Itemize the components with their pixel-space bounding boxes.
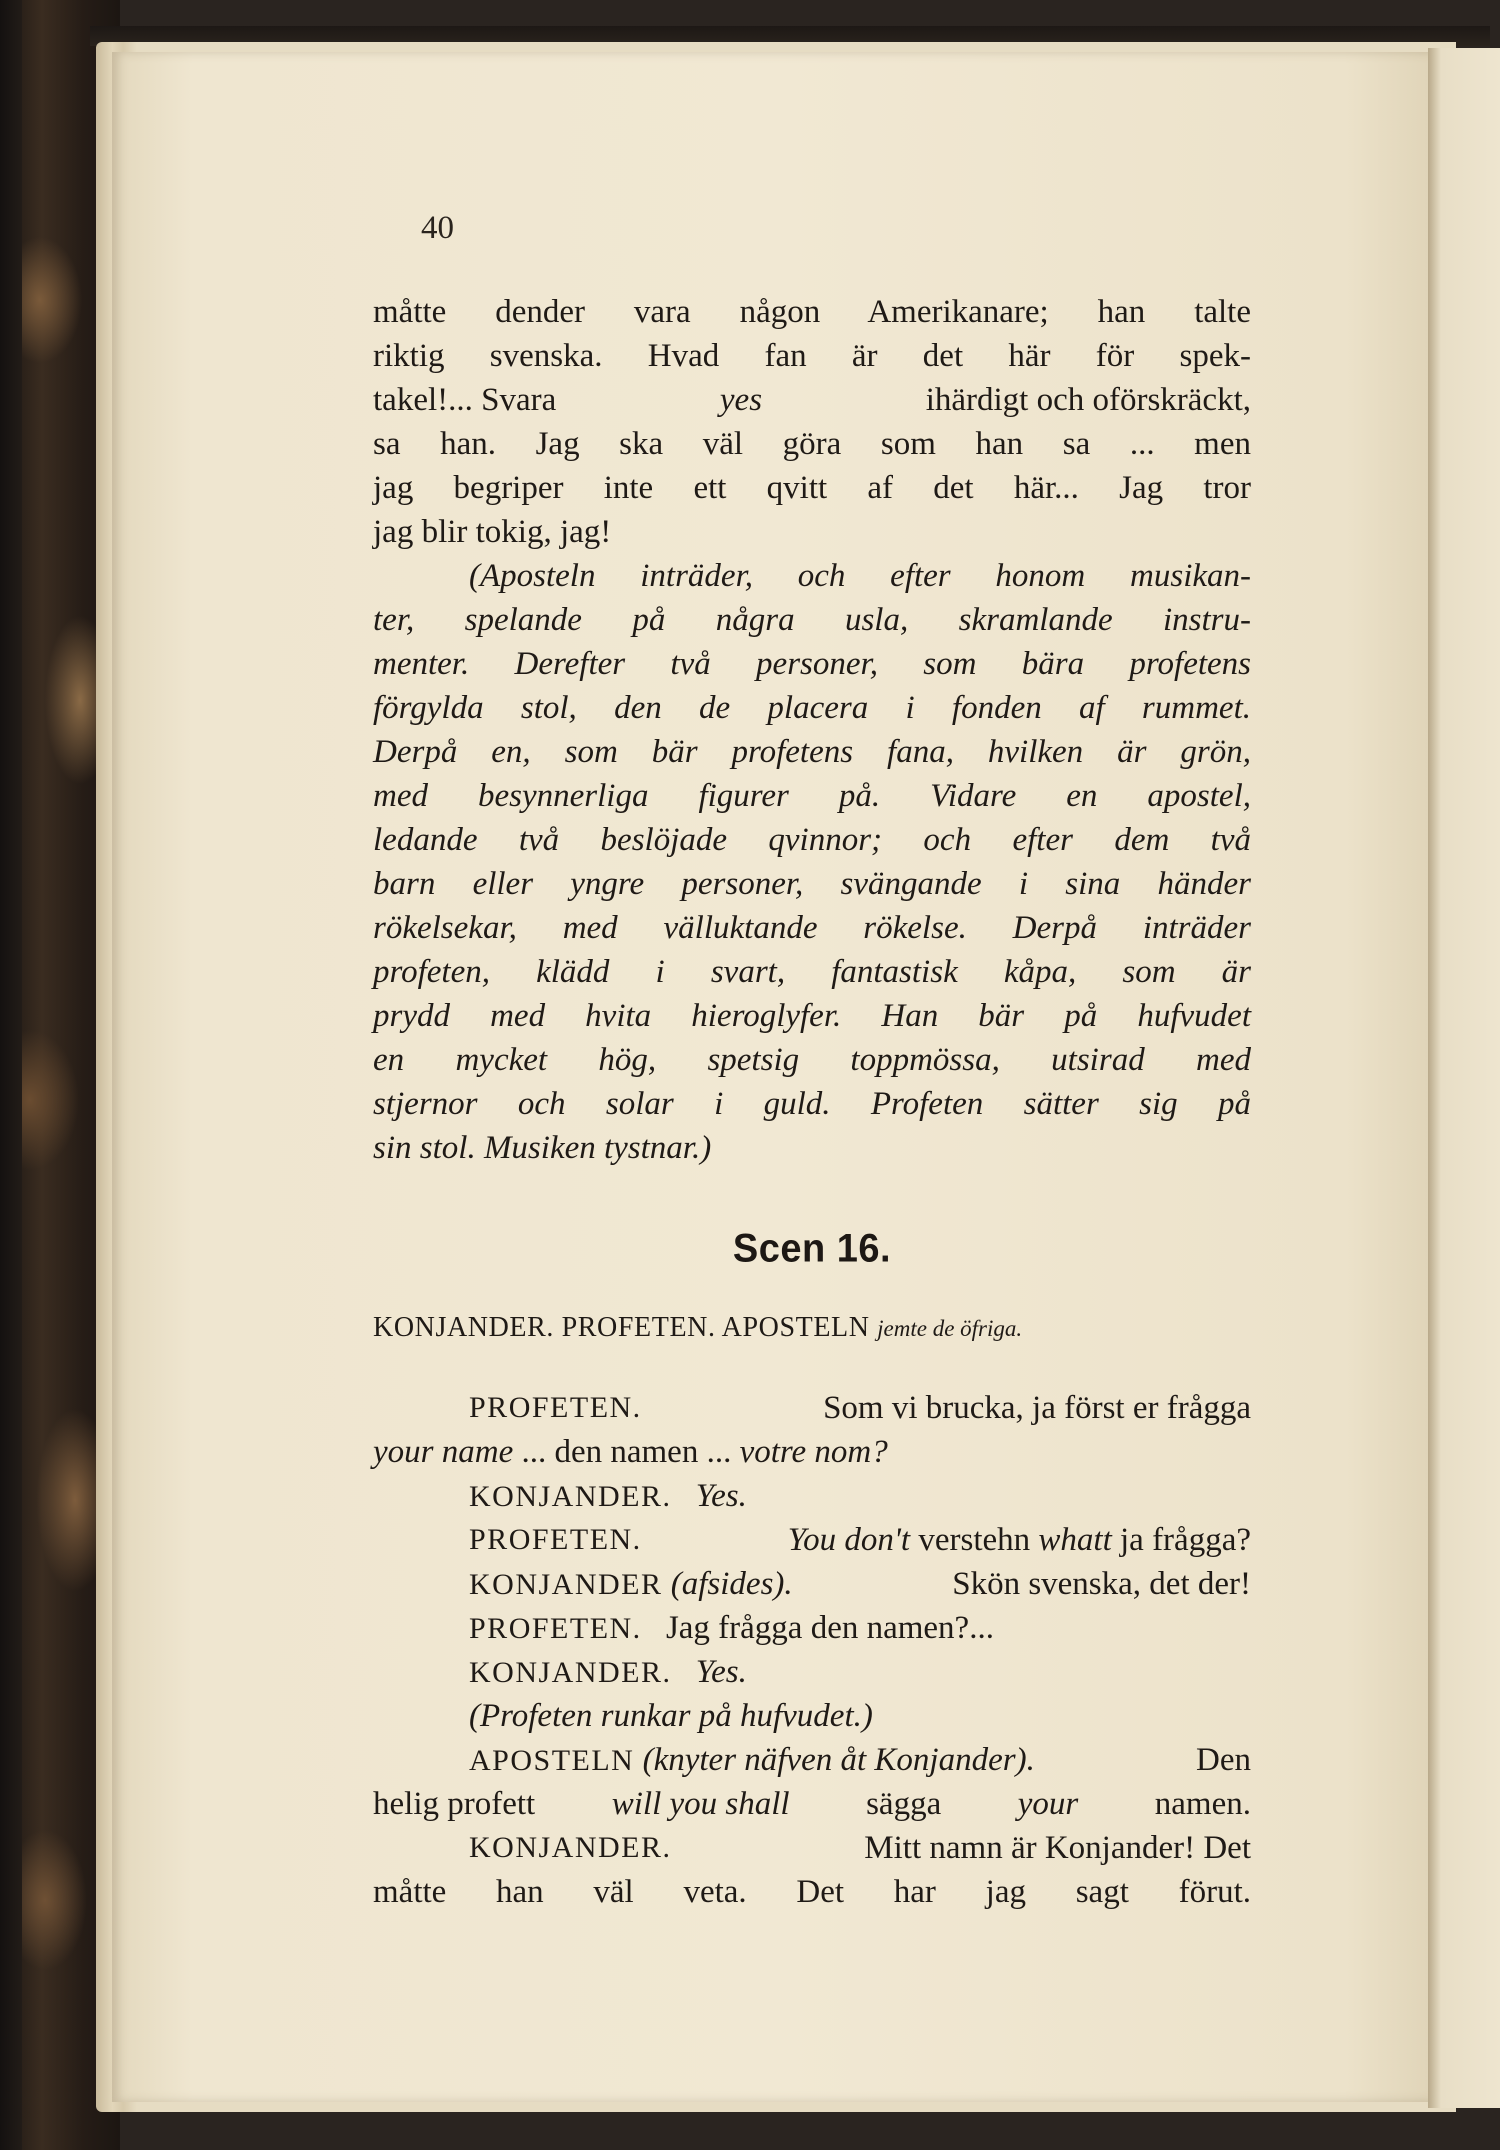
dialogue-text: Skön svenska, det der! [952, 1566, 1251, 1602]
text-line: ter, spelande på några usla, skramlande instru- [373, 602, 1251, 638]
text-span: takel!... Svara [373, 382, 557, 418]
dialogue-line [373, 1606, 1347, 1651]
speaker-name: KONJANDER. [469, 1656, 672, 1689]
text-line: sin stol. Musiken tystnar.) [373, 1130, 712, 1166]
text-line: stjernor och solar i guld. Profeten sätter sig på [373, 1086, 1251, 1122]
dialogue-line [373, 1474, 1347, 1519]
text-line: förgylda stol, den de placera i fonden af rummet. [373, 690, 1251, 726]
dialogue-italic: Yes. [695, 1478, 747, 1514]
speaker-name: PROFETEN. [469, 1523, 642, 1556]
text-span: ihärdigt och oförskräckt, [925, 382, 1251, 418]
text-line: menter. Derefter två personer, som bära profetens [373, 646, 1251, 682]
text-line: riktig svenska. Hvad fan är det här för spek- [373, 338, 1251, 374]
dialogue-text: namen. [1154, 1786, 1251, 1822]
dialogue-line [373, 1650, 1347, 1695]
dialogue-group [788, 1518, 1251, 1562]
speaker-name: PROFETEN. [469, 1612, 642, 1645]
dialogue-italic: votre nom? [739, 1434, 888, 1470]
dialogue-text: Som vi brucka, ja först er frågga [823, 1390, 1251, 1426]
page-number: 40 [421, 210, 454, 246]
dialogue-italic: will you shall [611, 1786, 790, 1822]
speaker-name: KONJANDER. [469, 1831, 672, 1864]
text-line: en mycket hög, spetsig toppmössa, utsirad med [373, 1042, 1251, 1078]
facing-page [1428, 48, 1500, 2108]
dialogue-text: ... den namen ... [521, 1434, 732, 1470]
dialogue-group [469, 1562, 793, 1607]
dialogue-line [373, 1782, 1251, 1826]
cast-line [373, 1312, 1251, 1344]
dialogue-line [373, 1430, 1251, 1474]
text-line: rökelsekar, med välluktande rökelse. Derpå inträder [373, 910, 1251, 946]
text-line: (Aposteln inträder, och efter honom musikan- [469, 558, 1251, 594]
dialogue-text: Mitt namn är Konjander! Det [864, 1830, 1251, 1866]
speaker-name: KONJANDER [469, 1568, 663, 1601]
text-line: prydd med hvita hieroglyfer. Han bär på hufvudet [373, 998, 1251, 1034]
dialogue-italic: your [1017, 1786, 1079, 1822]
dialogue-text: sägga [866, 1786, 942, 1822]
dialogue-text: Jag frågga den namen?... [665, 1610, 994, 1646]
cast-tail: jemte de öfriga. [877, 1316, 1023, 1341]
text-span-italic: yes [719, 382, 763, 418]
dialogue-italic: Yes. [695, 1654, 747, 1690]
speaker-name: KONJANDER. [469, 1480, 672, 1513]
text-line: jag blir tokig, jag! [373, 514, 612, 550]
scene-heading: Scen 16. [732, 1226, 892, 1272]
dialogue-line [373, 1738, 1251, 1783]
cover-edge [0, 0, 22, 2150]
text-line: barn eller yngre personer, svängande i sina händer [373, 866, 1251, 902]
stage-direction-line: (Profeten runkar på hufvudet.) [469, 1698, 873, 1734]
dialogue-text: verstehn [918, 1522, 1031, 1558]
text-line: med besynnerliga figurer på. Vidare en apostel, [373, 778, 1251, 814]
speaker-name: APOSTELN [469, 1744, 635, 1777]
text-line: jag begriper inte ett qvitt af det här... Jag tror [373, 470, 1251, 506]
dialogue-italic: (afsides). [670, 1566, 793, 1602]
speaker-name: PROFETEN. [469, 1391, 642, 1424]
dialogue-line [373, 1562, 1251, 1607]
dialogue-line: måtte han väl veta. Det har jag sagt förut. [373, 1874, 1251, 1910]
dialogue-italic: (knyter näfven åt Konjander). [642, 1742, 1035, 1778]
dialogue-text: helig profett [373, 1786, 536, 1822]
text-line: sa han. Jag ska väl göra som han sa ... men [373, 426, 1251, 462]
dialogue-line [373, 1386, 1251, 1430]
dialogue-italic: whatt [1038, 1522, 1112, 1558]
text-line: Derpå en, som bär profetens fana, hvilken är grön, [373, 734, 1251, 770]
cast-names: KONJANDER. PROFETEN. APOSTELN [373, 1312, 870, 1343]
text-line: måtte dender vara någon Amerikanare; han talte [373, 294, 1251, 330]
text-line: profeten, klädd i svart, fantastisk kåpa, som är [373, 954, 1251, 990]
dialogue-line [373, 1826, 1251, 1870]
dialogue-line [373, 1518, 1251, 1562]
dialogue-group [469, 1738, 1035, 1783]
text-line [373, 378, 1251, 422]
dialogue-text: Den [1196, 1742, 1251, 1778]
dialogue-italic: You don't [787, 1522, 911, 1558]
text-line: ledande två beslöjade qvinnor; och efter dem två [373, 822, 1251, 858]
dialogue-italic: your name [373, 1434, 514, 1470]
dialogue-text: ja frågga? [1120, 1522, 1251, 1558]
